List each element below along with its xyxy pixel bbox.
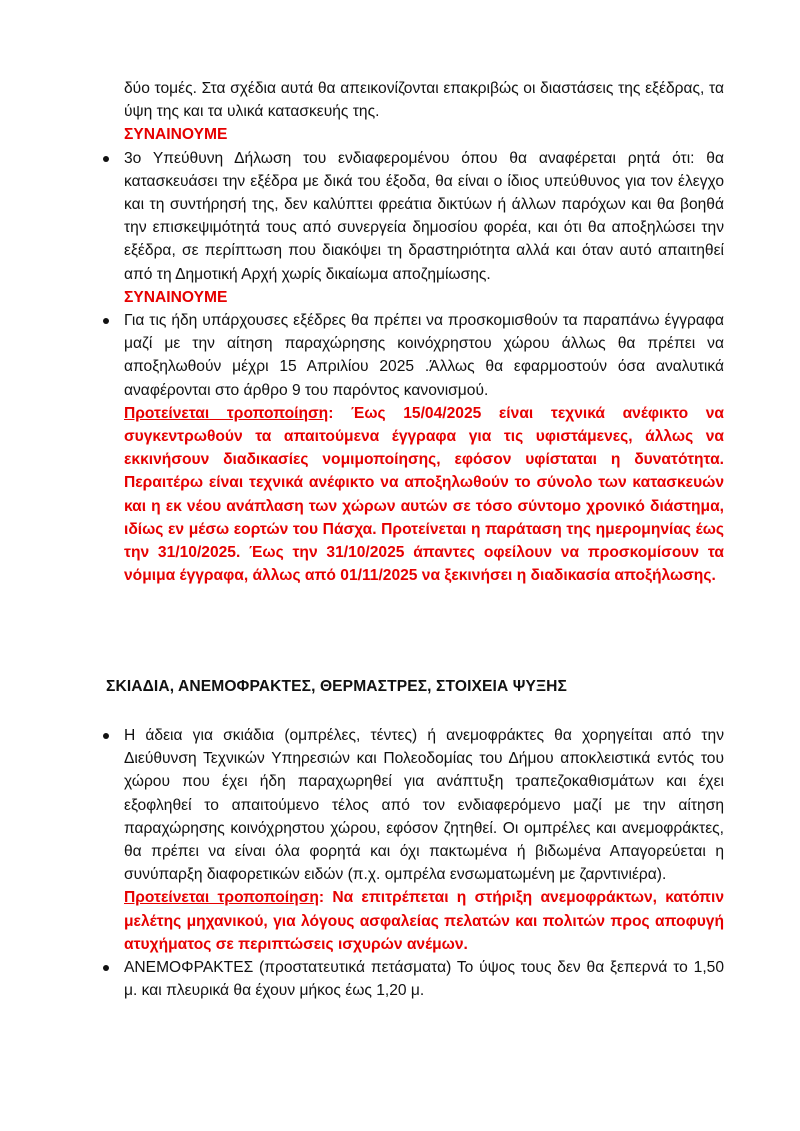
continuation-paragraph: δύο τομές. Στα σχέδια αυτά θα απεικονίζονται επακριβώς οι διαστάσεις της εξέδρας, τα ύψη της και τα υλικά κατασκευής της. <box>124 80 724 121</box>
list-item-text: ΑΝΕΜΟΦΡΑΚΤΕΣ (προστατευτικά πετάσματα) Το ύψος τους δεν θα ξεπερνά το 1,50 μ. και πλευρικά θα έχουν μήκος έως 1,20 μ. <box>124 959 724 1000</box>
amendment-proposal <box>124 886 724 956</box>
list-item-existing-platforms <box>124 309 724 402</box>
list-item-responsible-declaration <box>124 147 724 286</box>
list-item-text: Η άδεια για σκιάδια (ομπρέλες, τέντες) ή ανεμοφράκτες θα χορηγείται από την Διεύθυνση Τεχνικών Υπηρεσιών και Πολεοδομίας του Δήμου αποκλειστικά εντός του χώρου που έχει ήδη παραχωρηθεί για ανάπτυξη τραπεζοκαθισμάτων και έχει εξοφληθεί το απαιτούμενο τέλος από τον ενδιαφερόμενο μαζί με την αίτηση παραχώρησης κοινόχρηστου χώρου, εφόσον ζητηθεί. Οι ομπρέλες και ανεμοφράκτες, θα πρέπει να είναι όλα φορητά και όχι πακτωμένα ή βιδωμένα Απαγορεύεται η συνύπαρξη διαφορετικών ειδών (π.χ. ομπρέλα ενσωματωμένη με ζαρντινιέρα). <box>124 727 724 884</box>
bullet-icon <box>103 733 109 739</box>
section-heading: ΣΚΙΑΔΙΑ, ΑΝΕΜΟΦΡΑΚΤΕΣ, ΘΕΡΜΑΣΤΡΕΣ, ΣΤΟΙΧΕΙΑ ΨΥΞΗΣ <box>106 678 567 695</box>
amendment-text: : Έως 15/04/2025 είναι τεχνικά ανέφικτο να συγκεντρωθούν τα απαιτούμενα έγγραφα για τις υφιστάμενες, άλλως να εκκινήσουν διαδικασίες νομιμοποίησης, εφόσον υφίσταται η δυνατότητα. Περαιτέρω είναι τεχνικά ανέφικτο να αποξηλωθούν το σύνολο των κατασκευών και η εκ νέου ανάπλαση των χώρων αυτών σε τόσο σύντομο χρονικό διάστημα, ιδίως εν μέσω εορτών του Πάσχα. Προτείνεται η παράταση της ημερομηνίας έως την 31/10/2025. Έως την 31/10/2025 άπαντες οφείλουν να προσκομίσουν τα νόμιμα έγγραφα, άλλως από 01/11/2025 να ξεκινήσει η διαδικασία αποξήλωσης. <box>124 404 724 585</box>
list-item-shades-permit <box>124 724 724 886</box>
list-item-text: Για τις ήδη υπάρχουσες εξέδρες θα πρέπει να προσκομισθούν τα παραπάνω έγγραφα μαζί με την αίτηση παραχώρησης κοινόχρηστου χώρου άλλως θα πρέπει να αποξηλωθούν μέχρι 15 Απριλίου 2025 .Άλλως θα εφαρμοστούν όσα αναλυτικά αναφέρονται στο άρθρο 9 του παρόντος κανονισμού. <box>124 312 724 399</box>
amendment-label: Προτείνεται τροποποίηση <box>124 889 319 907</box>
agree-label: ΣΥΝΑΙΝΟΥΜΕ <box>124 288 228 306</box>
section-exedres <box>124 77 724 587</box>
amendment-label: Προτείνεται τροποποίηση <box>124 404 329 422</box>
bullet-icon <box>103 318 109 324</box>
list-item-text: 3ο Υπεύθυνη Δήλωση του ενδιαφερομένου όπου θα αναφέρεται ρητά ότι: θα κατασκευάσει την εξέδρα με δικά του έξοδα, θα είναι ο ίδιος υπεύθυνος για τον έλεγχο και τη συντήρησή της, δεν καλύπτει φρεάτια δικτύων ή άλλων παρόχων και θα βοηθά την επισκεψιμότητά τους από συνεργεία δημοσίου φορέα, και ότι θα αποξηλώσει την εξέδρα, σε περίπτωση που διακόψει τη δραστηριότητα αλλά και όταν αυτό απαιτηθεί από τη Δημοτική Αρχή χωρίς δικαίωμα αποζημίωσης. <box>124 149 724 283</box>
amendment-text: : Να επιτρέπεται η στήριξη ανεμοφράκτων, κατόπιν μελέτης μηχανικού, για λόγους ασφαλείας πελατών και πολιτών προς αποφυγή ατυχήματος σε περιπτώσεις ισχυρών ανέμων. <box>124 889 724 953</box>
bullet-icon <box>103 156 109 162</box>
bullet-icon <box>103 965 109 971</box>
agree-label: ΣΥΝΑΙΝΟΥΜΕ <box>124 126 228 144</box>
amendment-proposal <box>124 402 724 588</box>
list-item-windbreaks <box>124 956 724 1002</box>
section-shades-windbreaks <box>124 724 724 1002</box>
